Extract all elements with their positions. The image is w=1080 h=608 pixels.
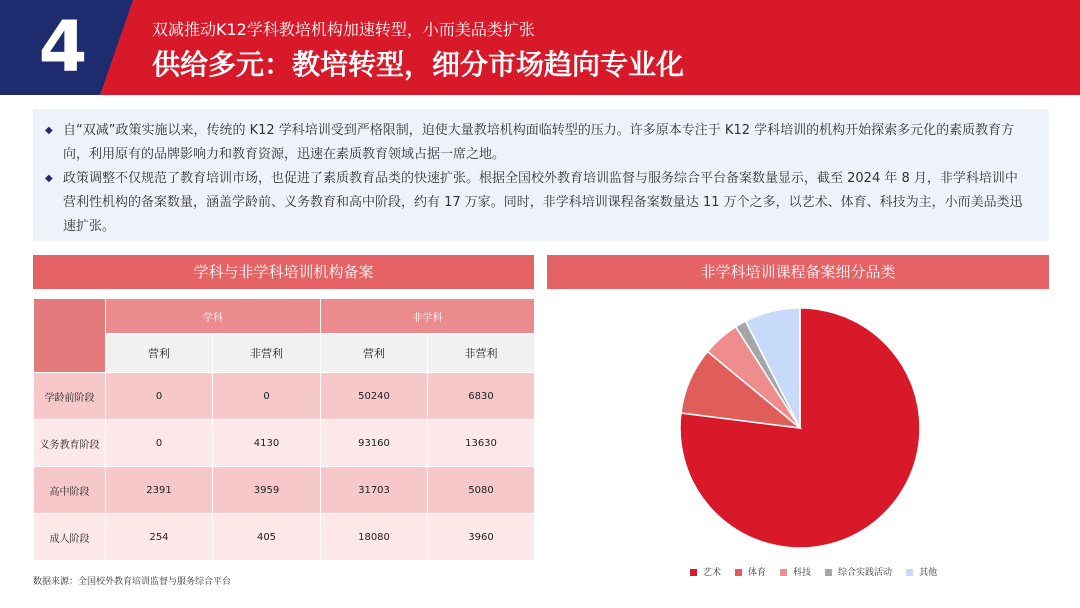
table-row bbox=[34, 420, 535, 467]
header-band bbox=[0, 0, 1080, 95]
table-cell: 0 bbox=[213, 373, 321, 420]
table-cell: 93160 bbox=[321, 420, 428, 467]
table-cell: 2391 bbox=[106, 467, 213, 514]
table-cell: 4130 bbox=[213, 420, 321, 467]
table-corner-cell bbox=[34, 299, 106, 373]
table-cell: 5080 bbox=[428, 467, 535, 514]
legend-swatch bbox=[825, 569, 832, 576]
table-row bbox=[34, 373, 535, 420]
table-row bbox=[34, 514, 535, 561]
diamond-bullet-icon: ◆ bbox=[45, 173, 53, 184]
legend-swatch bbox=[780, 569, 787, 576]
legend-item bbox=[780, 565, 811, 578]
legend-item bbox=[690, 565, 721, 578]
table-cell: 31703 bbox=[321, 467, 428, 514]
legend-swatch bbox=[906, 569, 913, 576]
intro-box bbox=[33, 109, 1049, 241]
table-cell: 50240 bbox=[321, 373, 428, 420]
table-column-header: 非营利 bbox=[213, 334, 321, 373]
table-group-header: 非学科 bbox=[321, 299, 535, 334]
pie-legend bbox=[690, 565, 951, 578]
table-cell: 0 bbox=[106, 373, 213, 420]
legend-item bbox=[735, 565, 766, 578]
legend-label: 科技 bbox=[793, 568, 812, 578]
table-cell: 6830 bbox=[428, 373, 535, 420]
intro-bullet: ◆ 政策调整不仅规范了教育培训市场，也促进了素质教育品类的快速扩张。根据全国校外教育培训监督与服务综合平台备案数量显示，截至 2024 年 8 月，非学科培训中营利性机构的备案数量，涵盖学龄前、义务教育和高中阶段，约有 17 万家。同时，非学科培训课程备案数量达 11 万个之多，以艺术、体育、科技为主，小而美品类迅速扩张。 bbox=[63, 167, 1029, 239]
table-panel-title: 学科与非学科培训机构备案 bbox=[33, 255, 534, 289]
table-row-header: 义务教育阶段 bbox=[34, 420, 106, 467]
table-column-header: 营利 bbox=[321, 334, 428, 373]
legend-item bbox=[906, 565, 937, 578]
table-cell: 3959 bbox=[213, 467, 321, 514]
legend-label: 体育 bbox=[748, 568, 767, 578]
table-cell: 254 bbox=[106, 514, 213, 561]
section-subtitle: 双减推动K12学科教培机构加速转型，小而美品类扩张 bbox=[152, 20, 535, 39]
legend-label: 艺术 bbox=[703, 568, 722, 578]
table-cell: 0 bbox=[106, 420, 213, 467]
table-row-header: 高中阶段 bbox=[34, 467, 106, 514]
table-cell: 405 bbox=[213, 514, 321, 561]
table-row bbox=[34, 467, 535, 514]
category-pie-chart bbox=[668, 293, 948, 563]
legend-label: 综合实践活动 bbox=[838, 568, 893, 578]
legend-item bbox=[825, 565, 892, 578]
page-title: 供给多元：教培转型，细分市场趋向专业化 bbox=[152, 48, 685, 81]
legend-label: 其他 bbox=[919, 568, 938, 578]
table-cell: 18080 bbox=[321, 514, 428, 561]
section-number: 4 bbox=[38, 6, 88, 88]
legend-swatch bbox=[690, 569, 697, 576]
registration-table bbox=[33, 298, 535, 561]
diamond-bullet-icon: ◆ bbox=[45, 125, 53, 136]
table-cell: 3960 bbox=[428, 514, 535, 561]
table-group-header: 学科 bbox=[106, 299, 321, 334]
intro-bullet: ◆ 自“双减”政策实施以来，传统的 K12 学科培训受到严格限制，迫使大量教培机构面临转型的压力。许多原本专注于 K12 学科培训的机构开始探索多元化的素质教育方向，利用原有的品牌影响力和教育资源，迅速在素质教育领域占据一席之地。 bbox=[63, 119, 1029, 167]
table-column-header: 营利 bbox=[106, 334, 213, 373]
table-column-header: 非营利 bbox=[428, 334, 535, 373]
pie-panel-title: 非学科培训课程备案细分品类 bbox=[547, 255, 1049, 289]
table-cell: 13630 bbox=[428, 420, 535, 467]
table-row-header: 成人阶段 bbox=[34, 514, 106, 561]
table-row-header: 学龄前阶段 bbox=[34, 373, 106, 420]
legend-swatch bbox=[735, 569, 742, 576]
data-source-note: 数据来源：全国校外教育培训监督与服务综合平台 bbox=[33, 577, 232, 587]
